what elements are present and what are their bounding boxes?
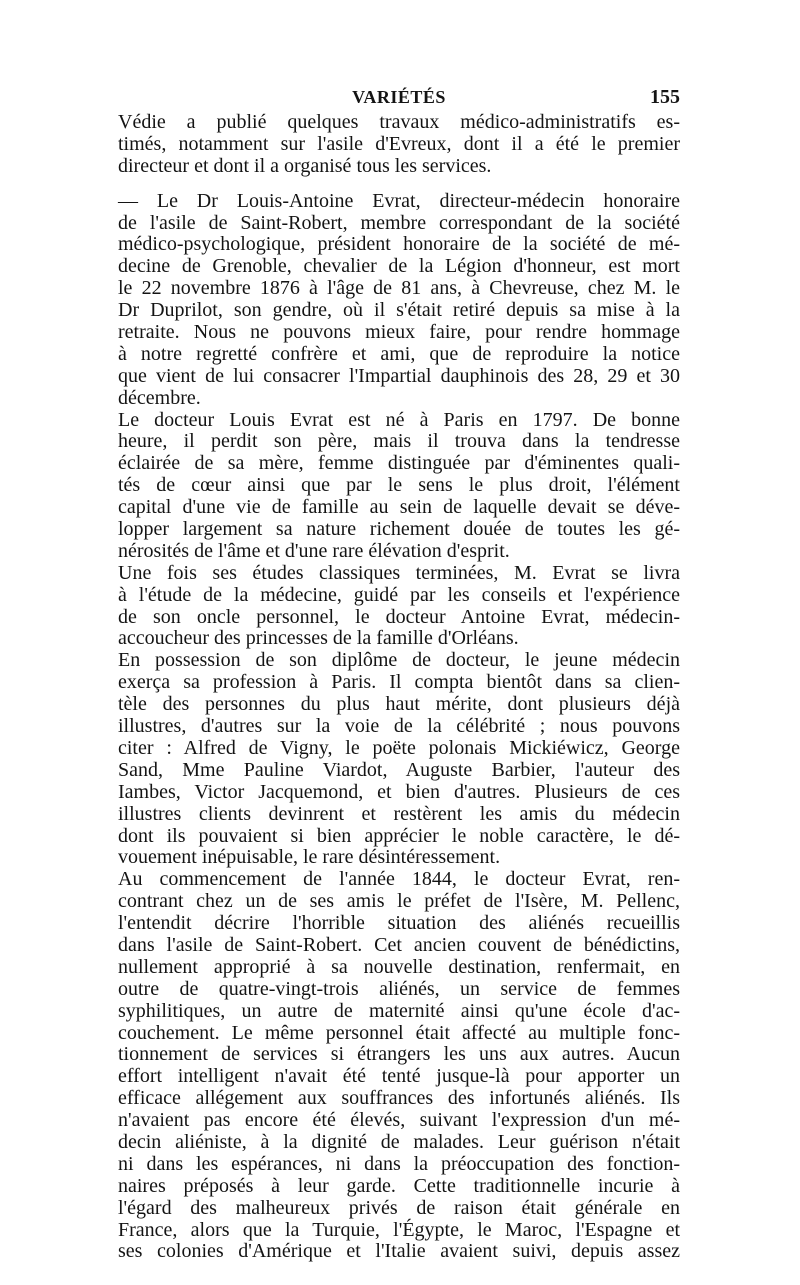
text-line: Sand, Mme Pauline Viardot, Auguste Barbier, l'auteur des: [118, 758, 680, 781]
text-line: de l'asile de Saint-Robert, membre correspondant de la société: [118, 211, 680, 234]
text-line: éclairée de sa mère, femme distinguée par d'éminentes quali-: [118, 452, 680, 475]
text-line: dans l'asile de Saint-Robert. Cet ancien couvent de bénédictins,: [118, 933, 680, 956]
text-line: directeur et dont il a organisé tous les services.: [118, 154, 492, 177]
text-line: contrant chez un de ses amis le préfet de l'Isère, M. Pellenc,: [118, 890, 680, 913]
text-line: Au commencement de l'année 1844, le docteur Evrat, ren-: [118, 868, 680, 891]
text-line: l'égard des malheureux privés de raison était générale en: [118, 1196, 680, 1219]
text-line: retraite. Nous ne pouvons mieux faire, pour rendre hommage: [118, 321, 680, 344]
text-line: à l'étude de la médecine, guidé par les conseils et l'expérience: [118, 583, 680, 606]
text-line: de son oncle personnel, le docteur Antoine Evrat, médecin-: [118, 605, 680, 628]
text-line: outre de quatre-vingt-trois aliénés, un service de femmes: [118, 977, 680, 1000]
text-line: décembre.: [118, 386, 201, 409]
text-line: Védie a publié quelques travaux médico-administratifs es-: [118, 111, 680, 133]
text-line: Iambes, Victor Jacquemond, et bien d'autres. Plusieurs de ces: [118, 780, 680, 803]
text-line: couchement. Le même personnel était affecté au multiple fonc-: [118, 1021, 680, 1044]
text-line: efficace allégement aux souffrances des infortunés aliénés. Ils: [118, 1087, 680, 1110]
text-line: En possession de son diplôme de docteur, le jeune médecin: [118, 649, 680, 672]
text-line: vouement inépuisable, le rare désintéressement.: [118, 846, 501, 869]
text-line: effort intelligent n'avait été tenté jusque-là pour apporter un: [118, 1065, 680, 1088]
text-line: tèle des personnes du plus haut mérite, dont plusieurs déjà: [118, 693, 680, 716]
text-line: syphilitiques, un autre de maternité ainsi qu'une école d'ac-: [118, 999, 680, 1022]
text-line: ni dans les espérances, ni dans la préoccupation des fonction-: [118, 1152, 680, 1175]
text-line: accoucheur des princesses de la famille d'Orléans.: [118, 627, 519, 650]
text-line: naires préposés à leur garde. Cette traditionnelle incurie à: [118, 1174, 680, 1197]
text-line: Une fois ses études classiques terminées, M. Evrat se livra: [118, 561, 680, 584]
text-line: dont ils pouvaient si bien apprécier le noble caractère, le dé-: [118, 824, 680, 847]
page-header: [118, 83, 680, 111]
text-line: nullement approprié à sa nouvelle destination, renfermait, en: [118, 955, 680, 978]
text-line: lopper largement sa nature richement douée de toutes les gé-: [118, 518, 680, 541]
text-line: — Le Dr Louis-Antoine Evrat, directeur-médecin honoraire: [118, 189, 680, 212]
text-line: l'entendit décrire l'horrible situation des aliénés recueillis: [118, 912, 680, 935]
text-line: que vient de lui consacrer l'Impartial dauphinois des 28, 29 et 30: [118, 364, 680, 387]
paragraph-gap: [118, 178, 680, 191]
text-line: [118, 1263, 680, 1285]
text-line: decin aliéniste, à la dignité de malades. Leur guérison n'était: [118, 1130, 680, 1153]
text-line: citer : Alfred de Vigny, le poëte polonais Mickiéwicz, George: [118, 736, 680, 759]
text-line: Le docteur Louis Evrat est né à Paris en 1797. De bonne: [118, 408, 680, 431]
text-line: médico-psychologique, président honoraire de la société de mé-: [118, 233, 680, 256]
text-line: capital d'une vie de famille au sein de laquelle devait se déve-: [118, 496, 680, 519]
text-line: à notre regretté confrère et ami, que de reproduire la notice: [118, 342, 680, 365]
running-title: VARIÉTÉS: [352, 87, 446, 107]
text-line: timés, notamment sur l'asile d'Evreux, dont il a été le premier: [118, 132, 680, 155]
page-number: 155: [650, 86, 680, 108]
text-line: illustres clients devinrent et restèrent les amis du médecin: [118, 802, 680, 825]
text-line: France, alors que la Turquie, l'Égypte, le Maroc, l'Espagne et: [118, 1218, 680, 1241]
text-line: exerça sa profession à Paris. Il compta bientôt dans sa clien-: [118, 671, 680, 694]
text-line: decine de Grenoble, chevalier de la Légion d'honneur, est mort: [118, 255, 680, 278]
text-line: le 22 novembre 1876 à l'âge de 81 ans, à Chevreuse, chez M. le: [118, 277, 680, 300]
text-line: ses colonies d'Amérique et l'Italie avaient suivi, depuis assez: [118, 1240, 680, 1263]
text-line: illustres, d'autres sur la voie de la célébrité ; nous pouvons: [118, 715, 680, 738]
body-text: [118, 112, 680, 1285]
text-line: heure, il perdit son père, mais il trouva dans la tendresse: [118, 430, 680, 453]
text-line: tés de cœur ainsi que par le sens le plus droit, l'élément: [118, 474, 680, 497]
text-line: Dr Duprilot, son gendre, où il s'était retiré depuis sa mise à la: [118, 299, 680, 322]
text-line: n'avaient pas encore été élevés, suivant l'expression d'un mé-: [118, 1109, 680, 1132]
text-line: nérosités de l'âme et d'une rare élévation d'esprit.: [118, 539, 510, 562]
text-line: tionnement de services si étrangers les uns aux autres. Aucun: [118, 1043, 680, 1066]
